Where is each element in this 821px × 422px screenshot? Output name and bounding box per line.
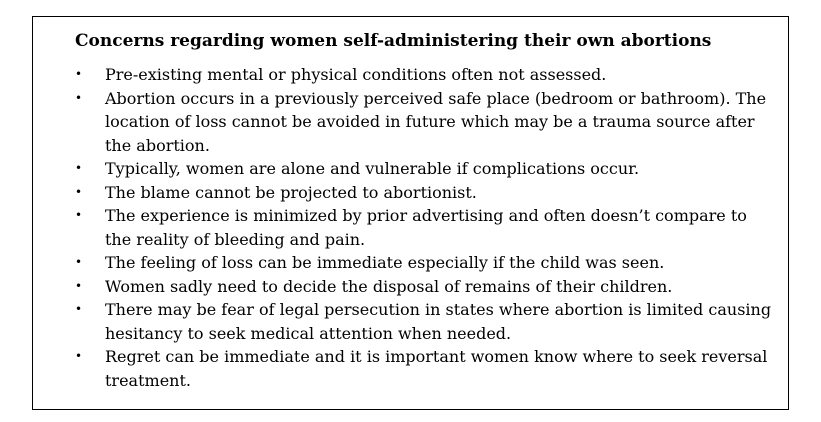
list-item-text: The blame cannot be projected to abortionist. [105,182,477,202]
bullet-icon: • [75,90,83,105]
concerns-box [32,16,789,410]
list-item-text: Regret can be immediate and it is important women know where to seek reversal treatment. [105,347,768,390]
list-item [33,251,773,275]
list-item [33,275,773,299]
bullet-icon: • [75,302,83,316]
bullet-icon: • [75,278,83,293]
list-item-text: The experience is minimized by prior advertising and often doesn’t compare to the reality of bleeding and pain. [105,206,747,249]
list-item-text: There may be fear of legal persecution in states where abortion is limited causing hesitancy to seek medical attention when needed. [105,300,772,343]
list-item [33,87,773,158]
list-item-text: Pre-existing mental or physical conditions often not assessed. [105,65,607,84]
bullet-icon: • [75,208,83,222]
bullet-icon: • [75,161,83,175]
list-item [33,204,773,251]
bullet-icon: • [75,255,83,269]
bullet-icon: • [75,184,83,199]
concerns-list [33,63,773,392]
bullet-icon: • [75,67,83,81]
list-item [33,63,773,87]
list-item [33,298,773,345]
bullet-icon: • [75,349,83,363]
list-item-text: The feeling of loss can be immediate especially if the child was seen. [105,253,665,272]
list-item [33,181,773,205]
list-item-text: Typically, women are alone and vulnerable if complications occur. [105,159,640,178]
box-title: Concerns regarding women self-administering their own abortions [75,31,712,51]
list-item [33,157,773,181]
list-item-text: Abortion occurs in a previously perceived safe place (bedroom or bathroom). The location of loss cannot be avoided in future which may be a trauma source after the abortion. [105,88,767,155]
list-item-text: Women sadly need to decide the disposal of remains of their children. [105,276,673,296]
list-item [33,345,773,392]
